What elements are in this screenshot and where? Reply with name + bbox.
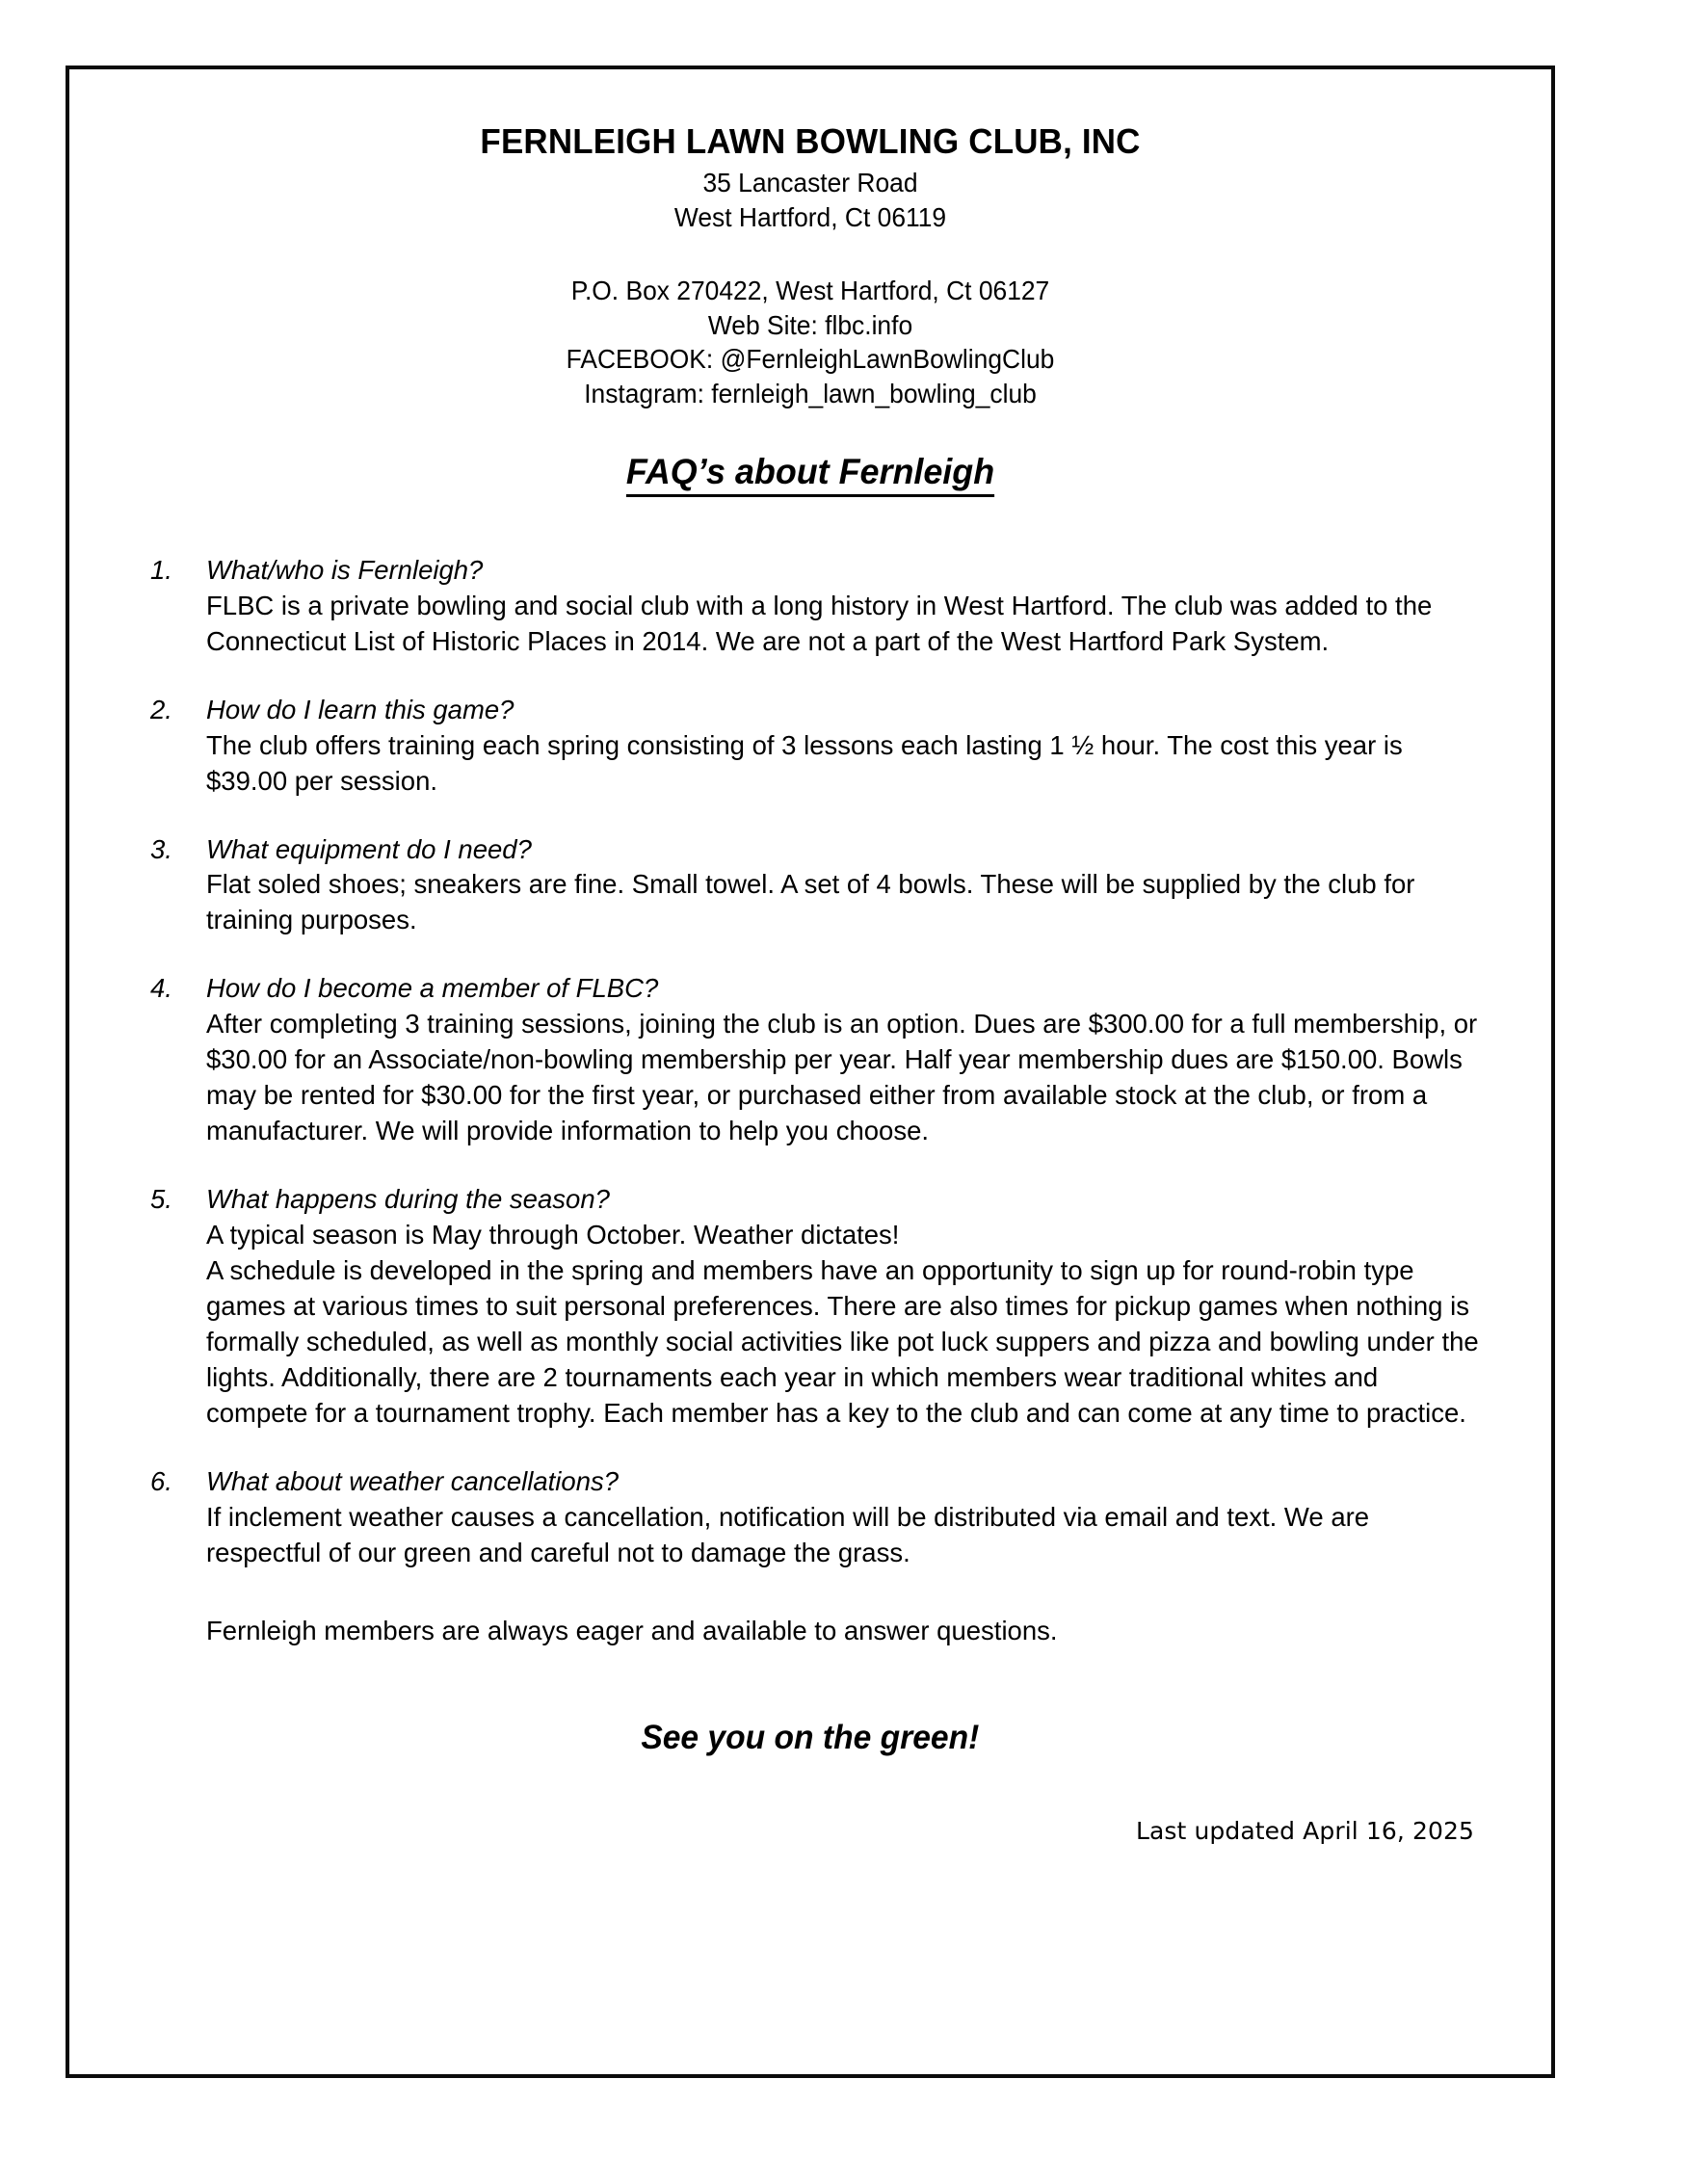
faq-question-3: What equipment do I need? xyxy=(206,833,532,864)
faq-question-2: How do I learn this game? xyxy=(206,694,514,724)
faq-answer-6: If inclement weather causes a cancellation, notification will be distributed via email and text. We are respectful of our green and careful not to damage the grass. xyxy=(206,1501,1370,1567)
faq-item-5 xyxy=(141,1182,1480,1432)
faq-heading-container xyxy=(141,452,1480,497)
footer-container xyxy=(141,1817,1480,1845)
facebook-line: FACEBOOK: @FernleighLawnBowlingClub xyxy=(566,344,1055,375)
faq-item-6 xyxy=(141,1464,1480,1571)
faq-answer-5-part2: A schedule is developed in the spring and members have an opportunity to sign up for round-robin type games at various times to suit personal preferences. There are also times for pickup games when nothing is formally scheduled, as well as monthly social activities like pot luck suppers and pizza and bowling under the lights. Additionally, there are 2 tournaments each year in which members wear traditional whites and compete for a tournament trophy. Each member has a key to the club and can come at any time to practice. xyxy=(206,1255,1479,1428)
faq-number-2: 2. xyxy=(150,694,172,724)
signoff-text: See you on the green! xyxy=(641,1718,980,1756)
faq-number-4: 4. xyxy=(150,973,172,1004)
faq-item-2 xyxy=(141,693,1480,800)
last-updated-text: Last updated April 16, 2025 xyxy=(1135,1816,1474,1845)
faq-question-6: What about weather cancellations? xyxy=(206,1465,620,1496)
website-line: Web Site: flbc.info xyxy=(707,309,913,340)
faq-item-4 xyxy=(141,971,1480,1149)
faq-number-5: 5. xyxy=(150,1184,172,1215)
faq-answer-4: After completing 3 training sessions, joining the club is an option. Dues are $300.00 for a full membership, or $30.00 for an Associate/non-bowling membership per year. Half year membership dues are $150.00. Bowls may be rented for $30.00 for the first year, or purchased either from available stock at the club, or from a manufacturer. We will provide information to help you choose. xyxy=(206,1009,1478,1146)
faq-number-3: 3. xyxy=(150,833,172,864)
faq-item-3 xyxy=(141,832,1480,939)
faq-list xyxy=(141,553,1480,1571)
club-name-title: FERNLEIGH LAWN BOWLING CLUB, INC xyxy=(480,121,1141,161)
faq-question-4: How do I become a member of FLBC? xyxy=(206,973,659,1004)
faq-answer-3: Flat soled shoes; sneakers are fine. Small towel. A set of 4 bowls. These will be supplied by the club for training purposes. xyxy=(206,869,1415,935)
letterhead-spacer xyxy=(141,235,1480,274)
faq-item-1 xyxy=(141,553,1480,660)
faq-answer-5-part1: A typical season is May through October. Weather dictates! xyxy=(206,1220,900,1250)
faq-number-6: 6. xyxy=(150,1465,172,1496)
faq-answer-2: The club offers training each spring consisting of 3 lessons each lasting 1 ½ hour. The cost this year is $39.00 per session. xyxy=(206,729,1403,796)
faq-question-1: What/who is Fernleigh? xyxy=(206,554,484,585)
city-state-zip: West Hartford, Ct 06119 xyxy=(673,202,947,233)
signoff-container xyxy=(141,1719,1480,1757)
faq-question-5: What happens during the season? xyxy=(206,1184,610,1215)
faq-number-1: 1. xyxy=(150,554,172,585)
street-address: 35 Lancaster Road xyxy=(702,168,918,198)
po-box-address: P.O. Box 270422, West Hartford, Ct 06127 xyxy=(570,275,1050,305)
instagram-line: Instagram: fernleigh_lawn_bowling_club xyxy=(584,379,1037,409)
closing-note: Fernleigh members are always eager and available to answer questions. xyxy=(206,1615,1058,1645)
letterhead xyxy=(141,121,1480,411)
faq-answer-1: FLBC is a private bowling and social club with a long history in West Hartford. The club was added to the Connecticut List of Historic Places in 2014. We are not a part of the West Hartford Park System. xyxy=(206,590,1433,656)
faq-heading: FAQ’s about Fernleigh xyxy=(626,452,994,497)
document-content xyxy=(66,66,1555,2078)
